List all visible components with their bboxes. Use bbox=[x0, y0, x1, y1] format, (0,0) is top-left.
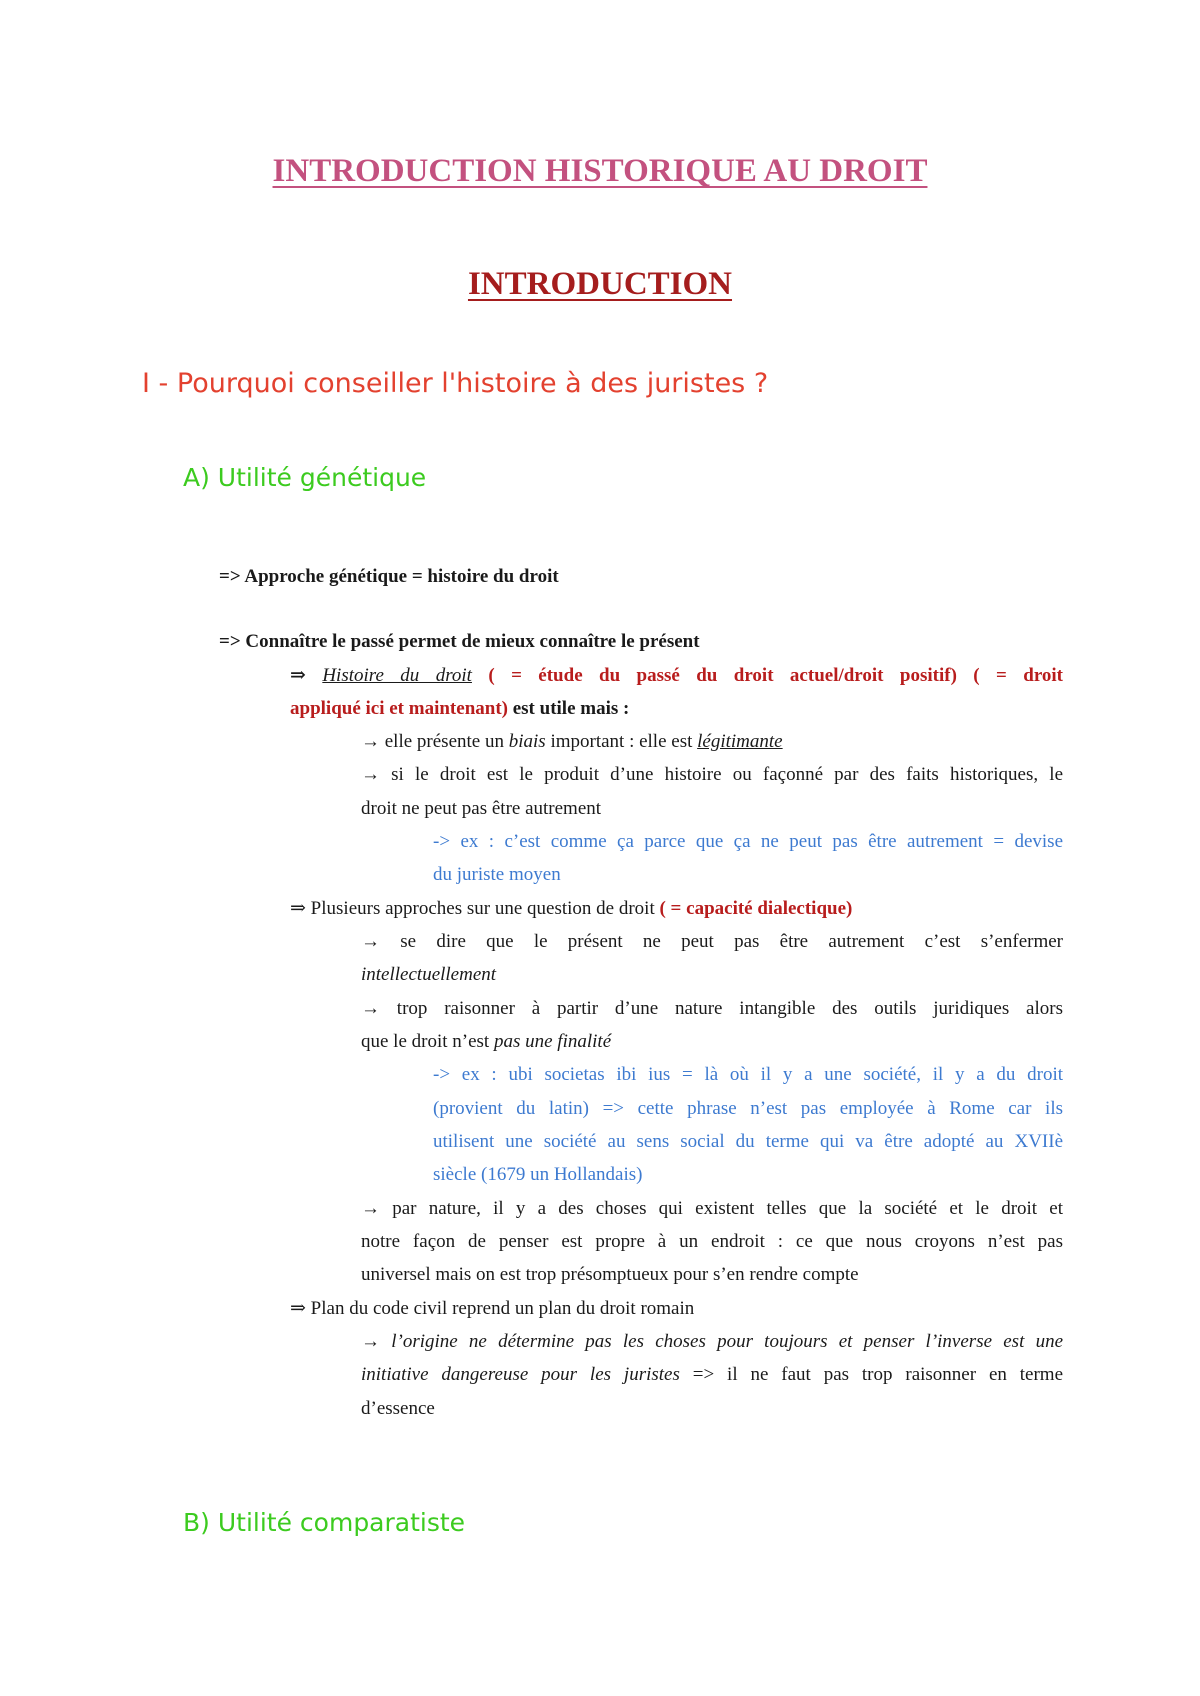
example-devise: -> ex : c’est comme ça parce que ça ne peut pas être autrement = devise bbox=[433, 831, 1063, 852]
term-histoire-du-droit: Histoire du droit bbox=[322, 665, 472, 686]
word-legitimante: légitimante bbox=[697, 731, 783, 752]
word-biais: biais bbox=[508, 731, 546, 752]
paragraph-connaitre: => Connaître le passé permet de mieux connaître le présent bbox=[219, 631, 700, 652]
document-title: INTRODUCTION HISTORIQUE AU DROIT bbox=[272, 153, 928, 189]
subsection-heading-a: A) Utilité génétique bbox=[183, 463, 427, 492]
sub-point-par-nature-l3: universel mais on est trop présomptueux pour s’en rendre compte bbox=[361, 1264, 859, 1285]
sub-point-enfermer: → se dire que le présent ne peut pas être autrement c’est s’enfermer bbox=[361, 931, 1063, 952]
sub-point-par-nature: → par nature, il y a des choses qui existent telles que la société et le droit et bbox=[361, 1198, 1063, 1219]
utile-mais: est utile mais : bbox=[507, 698, 630, 719]
definition-droit-positif: appliqué ici et maintenant) bbox=[290, 698, 508, 719]
section-heading-1: I - Pourquoi conseiller l'histoire à des juristes ? bbox=[142, 368, 769, 399]
double-arrow-icon: ⇒ bbox=[290, 665, 306, 686]
example-devise-cont: du juriste moyen bbox=[433, 864, 561, 885]
capacite-dialectique: ( = capacité dialectique) bbox=[659, 898, 853, 919]
sub-point-origine: → l’origine ne détermine pas les choses pour toujours et penser l’inverse est une bbox=[361, 1331, 1063, 1352]
subsection-heading-b: B) Utilité comparatiste bbox=[183, 1508, 466, 1537]
paragraph-approche: => Approche génétique = histoire du droit bbox=[219, 566, 559, 587]
definition-histoire-du-droit: ( = étude du passé du droit actuel/droit positif) ( = droit bbox=[471, 665, 1064, 686]
initiative-dangereuse: initiative dangereuse pour les juristes bbox=[361, 1364, 680, 1385]
bullet-histoire-continuation bbox=[290, 697, 629, 721]
example-ubi-societas-l2: (provient du latin) => cette phrase n’est pas employée à Rome car ils bbox=[433, 1098, 1063, 1119]
sub-point-enfermer-cont: intellectuellement bbox=[361, 964, 497, 985]
bullet-plan-code-civil: ⇒ Plan du code civil reprend un plan du droit romain bbox=[290, 1298, 695, 1319]
sub-point-par-nature-l2: notre façon de penser est propre à un endroit : ce que nous croyons n’est pas bbox=[361, 1231, 1063, 1252]
document-subtitle: INTRODUCTION bbox=[467, 266, 733, 302]
bullet-histoire-du-droit bbox=[290, 664, 1063, 688]
sub-point-origine-l2: initiative dangereuse pour les juristes => il ne faut pas trop raisonner en terme bbox=[361, 1364, 1063, 1385]
sub-point-produit-histoire: → si le droit est le produit d’une histoire ou façonné par des faits historiques, le bbox=[361, 764, 1063, 785]
sub-point-origine-l3: d’essence bbox=[361, 1398, 435, 1419]
sub-point-nature-intangible: → trop raisonner à partir d’une nature intangible des outils juridiques alors bbox=[361, 998, 1063, 1019]
bullet-plusieurs-approches: ⇒ Plusieurs approches sur une question de droit ( = capacité dialectique) bbox=[290, 898, 853, 919]
example-ubi-societas-l3: utilisent une société au sens social du terme qui va être adopté au XVIIè bbox=[433, 1131, 1063, 1152]
example-ubi-societas-l4: siècle (1679 un Hollandais) bbox=[433, 1164, 643, 1185]
example-ubi-societas: -> ex : ubi societas ibi ius = là où il y a une société, il y a du droit bbox=[433, 1064, 1063, 1085]
sub-point-biais: → elle présente un biais important : elle est légitimante bbox=[361, 731, 783, 752]
sub-point-nature-intangible-cont: que le droit n’est pas une finalité bbox=[361, 1031, 612, 1052]
pas-une-finalite: pas une finalité bbox=[493, 1031, 612, 1052]
sub-point-produit-histoire-cont: droit ne peut pas être autrement bbox=[361, 798, 602, 819]
